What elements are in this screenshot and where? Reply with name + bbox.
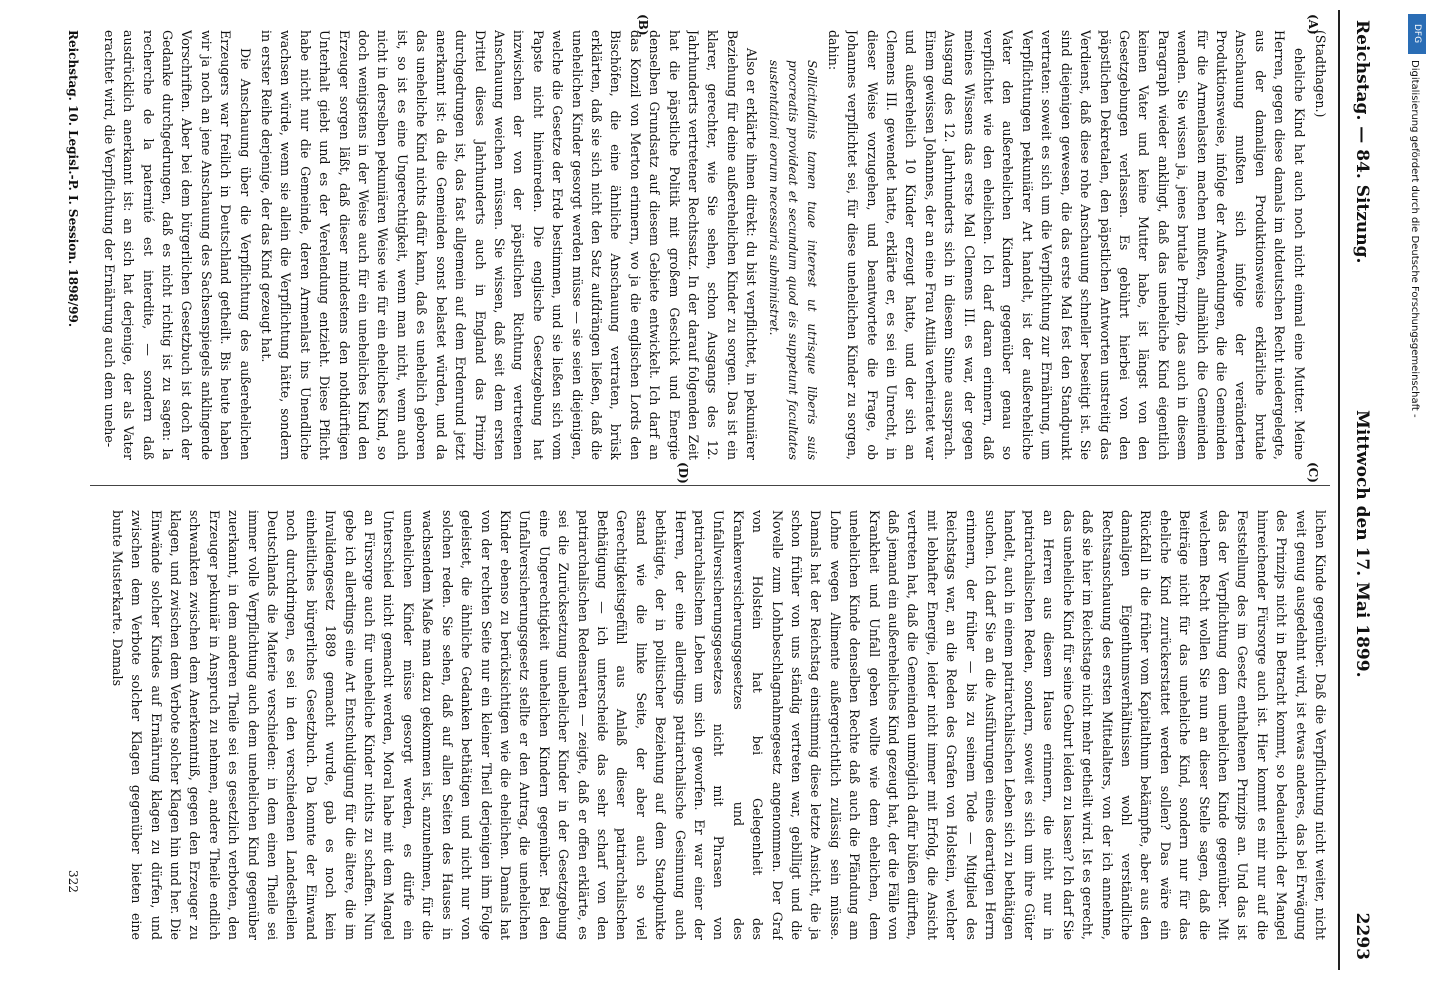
header-page-number: 2293 [1352, 912, 1372, 960]
right-paragraph-1: lichen Kinde gegenüber. Daß die Verpflichtung nicht weiter, nicht weit genug ausgedehnt wird, ist etwas anderes, das bei Erwägung des Prinzips nicht in Betracht kommt, so bedauerlich der Mangel hinreichender Fürsorge auch ist. Hier kommt es mir nur auf die Feststellung des im Gesetz enthaltenen Prinzips an. Und das ist das der Verpflichtung dem unehelichen Kinde gegenüber. Mit welchem Recht wollen Sie nun an dieser Stelle sagen, daß die Beiträge nicht für das uneheliche Kind, sondern nur für das eheliche Kind zurückerstattet werden sollen? Das wäre ein Rückfall in die früher vom Kapitalthum bekämpfte, aber aus den damaligen Eigenthumsverhältnissen wohl verständliche Rechtsanschauung des ersten Mittelalters, von der ich annehme, daß sie hier im Reichstage nicht mehr getheilt wird. Ist es gerecht, das uneheliche Kind für seine Geburt leiden zu lassen? Ich darf Sie an Herren aus diesem Hause erinnern, die nicht nur in patriarchalischen Reden, sondern, soweit es sich um ihre Güter handelt, auch in einem patriarchalischen Leben sich zu bethätigen suchen. Ich darf Sie an die Ausführungen eines derartigen Herrn erinnern, der früher — bis zu seinem Tode — Mitglied des Reichstags war, an die Reden des Grafen von Holstein, welcher mit lebhafter Energie, leider nicht immer mit Erfolg, die Ansicht vertreten hat, daß die Gemeinden unmöglich dafür büßen dürften, daß jemand ein außereheliches Kind gezeugt hat, der die Fälle von Krankheit und Unfall geben wollte wie dem ehelichen, dem unehelichen Kinde denselben Rechte daß auch die Pfändung am Lohne wegen Alimente außergerichtlich zulässig sein müsse. Damals hat der Reichstag einstimmig diese letzte Ansicht, die ja schon früher von uns ständig vertreten war, gebilligt und die Novelle zum Lohnbeschlagnahmegesetz angenommen. Der Graf von Holstein hat bei Gelegenheit des Krankenversicherungsgesetzes und des Unfallversicherungsgesetzes nicht mit Phrasen von patriarchalischem Leben um sich geworfen. Er war einer der Herren, der eine allerdings patriarchalische Gesinnung auch bethätigte, der in politischer Beziehung auf dem Standpunkte stand wie die linke Seite, der aber auch so viel Gerechtigkeitsgefühl aus Anlaß dieser patriarchalischen Bethätigung — ich unterscheide das sehr scharf von den patriarchalischen Redensarten — zeigte, daß er offen erklärte, es sei die Zurücksetzung unehelicher Kinder in der Gesetzgebung eine Ungerechtigkeit unehelichen Kindern gegenüber. Bei den Unfallversicherungsgesetz stellte er den Antrag, die unehelichen Kinder ebenso zu berücksichtigen wie die ehelichen. Damals hat von der rechten Seite nur ein kleiner Theil derjenigen ihm Folge geleistet, die ähnliche Gedanken bethätigen und nicht nur von solchen reden. Sie sehen, daß auf allen Seiten des Hauses in wachsendem Maße man dazu gekommen ist, anzunehmen, für die unehelichen Kinder müsse gesorgt werden, es dürfe ein Unterschied nicht gemacht werden, Moral habe mit dem Mangel an Fürsorge auch für uneheliche Kinder nichts zu schaffen. Nun gebe ich allerdings eine Art Entschuldigung für die ältere, die im Invalidengesetz 1889 gemacht wurde, gab es noch kein einheitliches bürgerliches Gesetzbuch. Da konnte der Einwand noch durchdringen, es sei in den verschiedenen Landestheilen Deutschlands die Materie verschieden: in dem einen Theile sei immer volle Verpflichtung auch dem unehelichen Kind gegenüber zuerkannt, in dem anderen Theile sei es gesetzlich verboten, den Erzeuger pekuniär in Anspruch zu nehmen, andere Theile endlich schwankten zwischen dem Anerkenntniß, gegen den Erzeuger zu klagen, und zwischen dem Verbote solcher Klagen hin und her. Die Einwände solcher Kindes auf Ernährung klagen zu dürfen, und zwischen dem Verbote solcher Klagen gegenüber bieten eine bunte Musterkarte. Damals [109, 510, 1328, 940]
left-column [90, 30, 1330, 460]
digitization-sidebar [1406, 10, 1430, 990]
margin-marker-b: (B) [636, 14, 650, 36]
digitization-credit: Digitalisierung gefördert durch die Deutsche Forschungsgemeinschaft - [1409, 60, 1420, 418]
footer-legislature: Reichstag. 10. Legisl.-P. I. Session. 1898/99. [66, 30, 80, 328]
margin-marker-c: (C) [1306, 462, 1320, 483]
header-session: Reichstag. — 84. Sitzung. [1352, 20, 1372, 264]
left-paragraph-3: Die Anschauung über die Verpflichtung des außerehelichen Erzeugers war freilich in Deutschland getheilt. Bis heute haben wir ja noch an jene Anschauung des Sachsenspiegels anklingende Vorschriften. Aber bei dem bürgerlichen Gesetzbuch ist doch der Gedanke durchgedrungen, daß es nicht richtig ist zu sagen: la recherche de la paternité est interdite, — sondern daß ausdrücklich anerkannt ist: an sich hat derjenige, der als Vater erachtet wird, die Verpflichtung der Ernährung auch dem unehe- [101, 30, 253, 460]
page-header [1340, 10, 1380, 970]
latin-quote: Sollicitudinis tamen tuae interest ut utrisque liberis suis procreatis provideat et secundum quod eis suppetunt facultates sustentationi eorum necessaria subministret. [766, 60, 820, 460]
rotated-newspaper-page [50, 10, 1380, 970]
left-paragraph-2: Also er erklärte ihnen direkt: du bist verpflichtet, in pekuniärer Beziehung für deine außerehelichen Kinder zu sorgen. Das ist ein klarer, gerechter, wie Sie sehen, schon Ausgangs des 12. Jahrhunderts vertretener Rechtssatz. In der darauf folgenden Zeit hat die päpstliche Politik mit großem Geschick und Energie denselben Grundsatz auf diesem Gebiete entwickelt. Ich darf an das Konzil von Merton erinnern, wo ja die englischen Lords den Bischöfen, die eine ähnliche Anschauung vertraten, brüsk erklärten, daß sie sich nicht den Satz aufdrängen ließen, daß die unehelichen Kinder gesorgt werden müsse — sie seien diejenigen, welche die Gesetze der Erde bestimmen, und sie ließen sich vom Papste nicht hineinreden. Die englische Gesetzgebung hat inzwischen der von der päpstlichen Richtung vertretenen Anschauung weichen müssen. Sie wissen, daß seit dem ersten Drittel dieses Jahrhunderts auch in England das Prinzip durchgedrungen ist, das fast allgemein auf dem Erdenrund jetzt anerkannt ist: da die Gemeinden sonst belastet würden, und da das uneheliche Kind nichts dafür kann, daß es unehelich geboren ist, so ist es eine Ungerechtigkeit, wenn man nicht, wenn auch nicht in derselben pekuniären Weise wie für ein eheliches Kind, so doch wenigstens in der Weise auch für ein uneheliches Kind den Erzeuger sorgen läßt, daß dieser mindestens den nothdürftigen Unterhalt giebt und es der Verelendung entzieht. Diese Pflicht habe nicht nur die Gemeinde, deren Armenlast ins Unendliche wachsen würde, wenn sie allein die Verpflichtung hätte, sondern in erster Reihe derjenige, der das Kind gezeugt hat. [259, 30, 760, 460]
right-column [90, 510, 1330, 940]
dfg-logo: DFG [1408, 14, 1426, 54]
margin-marker-a: (A) [1306, 14, 1320, 35]
left-paragraph-1: eheliche Kind hat auch noch nicht einmal eine Mutter. Meine Herren, gegen diese damals im altdeutschen Recht niedergelegte, aus der damaligen Produktionsweise erklärliche brutale Anschauung mußten sich infolge der veränderten Produktionsweise, infolge der Aufwendungen, die die Gemeinden für die Armenlasten machen mußten, allmählich die Gemeinden wenden. Sie wissen ja, jenes brutale Prinzip, das auch in diesem Paragraph wieder anklingt, daß das uneheliche Kind eigentlich keinen Vater und keine Mutter habe, ist längst von den Gesetzgebungen verlassen. Es gebührt hierbei von den päpstlichen Dekretalen, den päpstlichen Antworten unstreitig das Verdienst, daß diese rohe Anschauung schneller beseitigt ist. Sie sind diejenigen gewesen, die das erste Mal fest den Standpunkt vertraten: soweit es sich um die Verpflichtung zur Ernährung, um Verpflichtungen pekuniärer Art handelt, ist der außereheliche Vater den außerehelichen Kindern gegenüber genau so verpflichtet wie den ehelichen. Ich darf daran erinnern, daß meines Wissens das erste Mal Clemens III. es war, der gegen Ausgang des 12. Jahrhunderts sich in diesem Sinne aussprach. Einem gewissen Johannes, der an eine Frau Attilia verheiratet war und außerehelich 10 Kinder erzeugt hatte, und der sich an Clemens III. gewendet hatte, erklärte er, es sei ein Unrecht, in dieser Weise vorzugehen, und beantwortete die Frage, ob Johannes verpflichtet sei, für diese unehelichen Kinder zu sorgen, dahin: [825, 30, 1307, 460]
speaker-name: (Stadthagen.) [1313, 30, 1328, 118]
footer-number: 322 [66, 870, 80, 893]
margin-marker-d: (D) [676, 462, 690, 484]
column-separator [90, 485, 1330, 486]
header-rule [1338, 10, 1340, 970]
header-date: Mittwoch den 17. Mai 1899. [1352, 410, 1372, 678]
